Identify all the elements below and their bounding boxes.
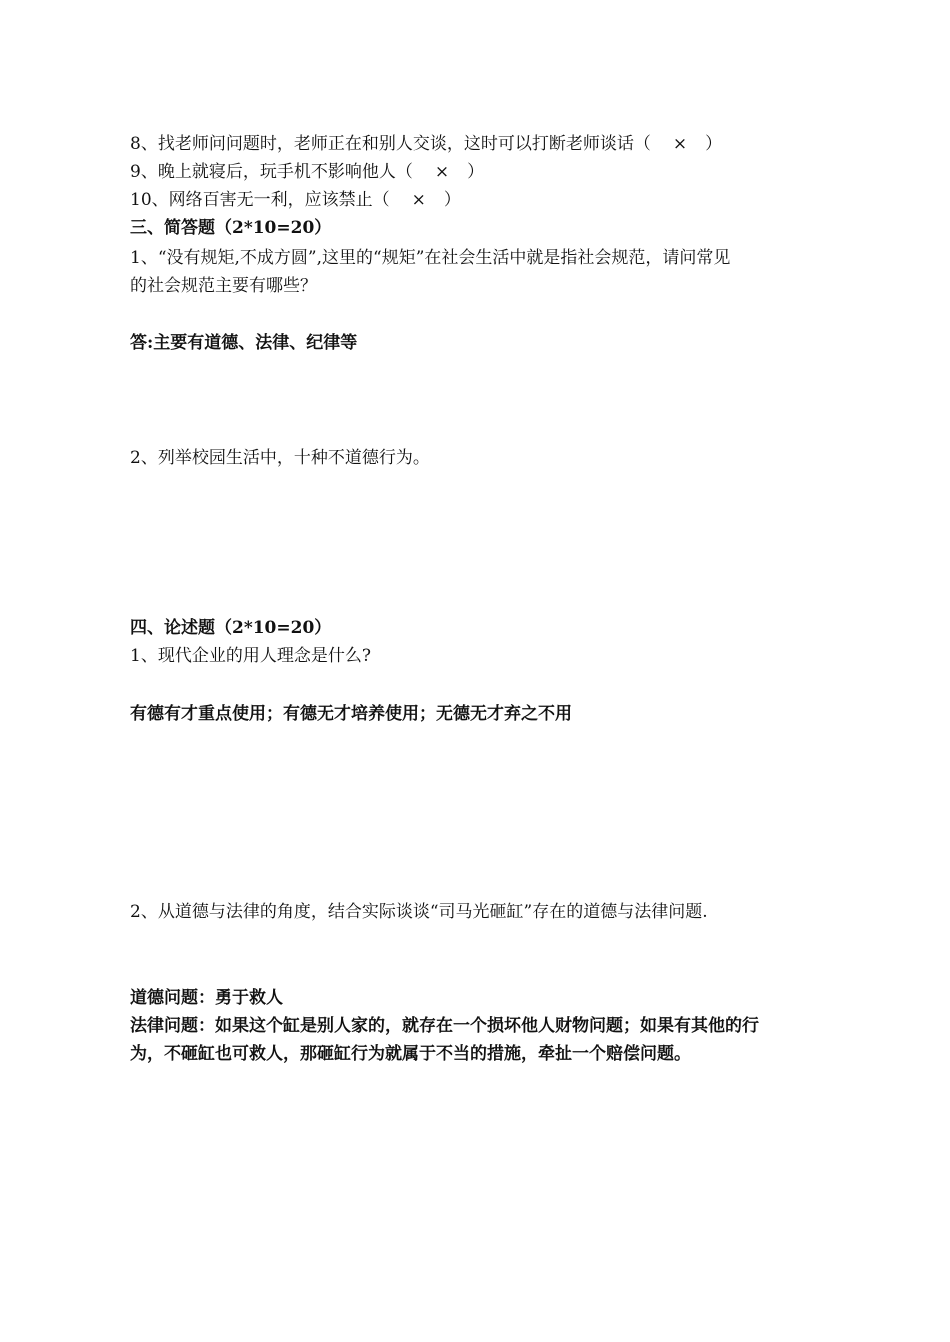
item-close: ） [705,134,723,154]
item-text: 找老师问问题时，老师正在和别人交谈，这时可以打断老师谈话（ [157,134,651,154]
section4-answer-2-law-line1: 法律问题：如果这个缸是别人家的，就存在一个损坏他人财物问题；如果有其他的行 [130,1016,759,1036]
item-number: 8、 [130,134,158,154]
answer-mark: × [434,162,450,182]
item-number: 9、 [130,162,158,182]
item-close: ） [443,190,461,210]
section4-answer-2-law-line2: 为，不砸缸也可救人，那砸缸行为就属于不当的措施，牵扯一个赔偿问题。 [130,1044,691,1064]
item-text: 晚上就寝后，玩手机不影响他人（ [157,162,413,182]
section4-answer-1: 有德有才重点使用；有德无才培养使用；无德无才弃之不用 [130,704,572,724]
section3-question-1-cont: 的社会规范主要有哪些？ [130,276,317,296]
section3-heading: 三、简答题（2*10=20） [130,218,332,238]
judgement-item-8 [130,130,850,158]
section4-answer-2-moral: 道德问题：勇于救人 [130,988,283,1008]
section3-question-1: 1、“没有规矩,不成方圆”,这里的“规矩”在社会生活中就是指社会规范，请问常见 [130,248,731,268]
answer-mark: × [672,134,688,154]
judgement-item-9 [130,158,850,186]
item-text: 网络百害无一利，应该禁止（ [168,190,390,210]
item-close: ） [467,162,485,182]
answer-mark: × [411,190,426,210]
section4-question-2: 2、从道德与法律的角度，结合实际谈谈“司马光砸缸”存在的道德与法律问题. [130,902,708,922]
item-number: 10、 [130,190,169,210]
judgement-item-10 [130,186,850,214]
section4-question-1: 1、现代企业的用人理念是什么? [130,646,371,666]
section3-answer-1: 答:主要有道德、法律、纪律等 [130,333,358,353]
section3-question-2: 2、列举校园生活中，十种不道德行为。 [130,448,430,468]
section4-heading: 四、论述题（2*10=20） [130,618,332,638]
